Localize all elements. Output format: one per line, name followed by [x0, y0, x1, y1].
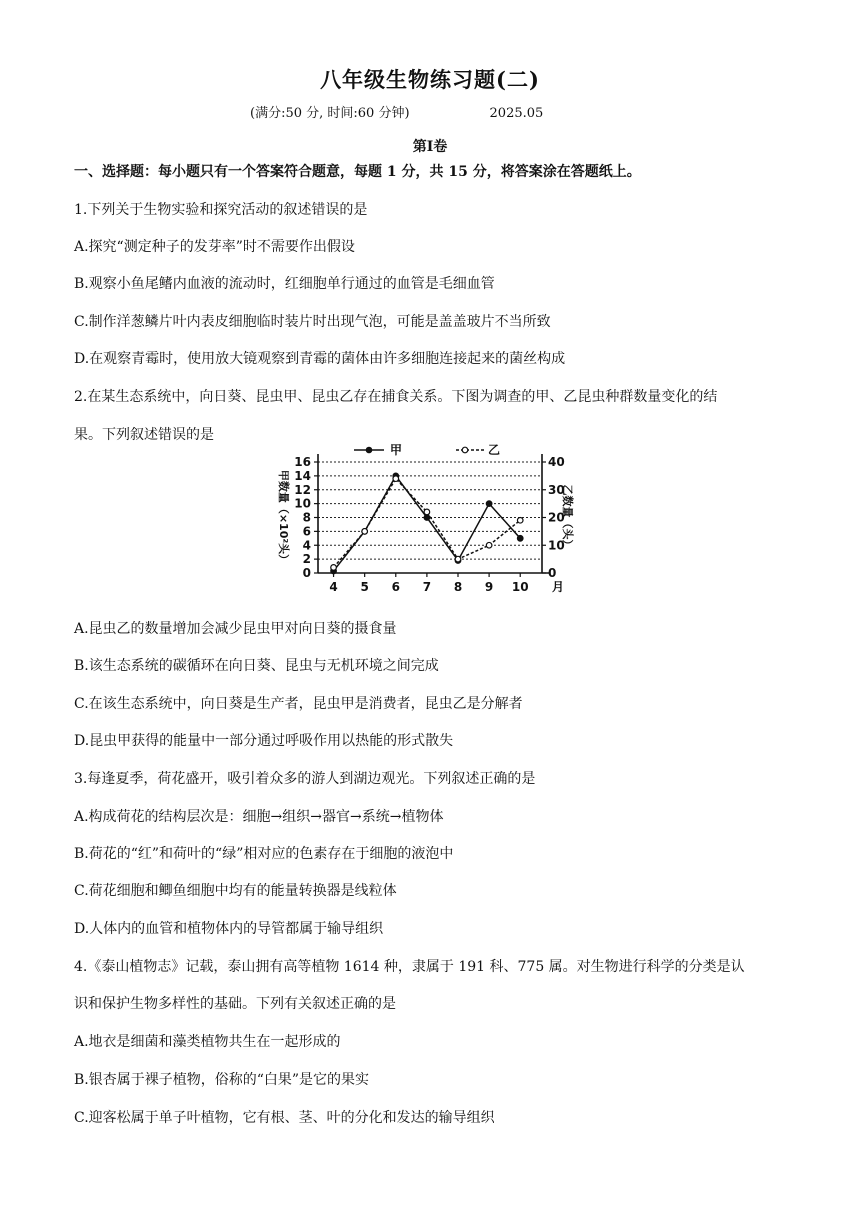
q2-stem-line2: 果。下列叙述错误的是: [74, 427, 214, 443]
q3-option-a: A.构成荷花的结构层次是：细胞→组织→器官→系统→植物体: [74, 809, 444, 825]
section-heading: 一、选择题：每小题只有一个答案符合题意，每题 1 分，共 15 分，将答案涂在答题纸上。: [74, 164, 641, 180]
x-tick-label: 7: [422, 580, 432, 594]
y-left-tick-label: 10: [294, 496, 311, 511]
x-tick-label: 8: [453, 580, 463, 594]
data-point: [331, 565, 337, 571]
data-point: [517, 517, 523, 523]
data-point: [424, 509, 430, 515]
population-chart-svg: [266, 440, 574, 602]
q1-stem: 1.下列关于生物实验和探究活动的叙述错误的是: [74, 202, 368, 218]
q1-option-a: A.探究“测定种子的发芽率”时不需要作出假设: [74, 239, 355, 255]
q1-option-d: D.在观察青霉时，使用放大镜观察到青霉的菌体由许多细胞连接起来的菌丝构成: [74, 351, 566, 367]
q4-stem-line1: 4.《泰山植物志》记载，泰山拥有高等植物 1614 种，隶属于 191 科、775 属。对生物进行科学的分类是认: [74, 959, 745, 975]
q2-stem-line1: 2.在某生态系统中，向日葵、昆虫甲、昆虫乙存在捕食关系。下图为调查的甲、乙昆虫种群数量变化的结: [74, 389, 718, 405]
data-point: [486, 501, 492, 507]
q3-option-d: D.人体内的血管和植物体内的导管都属于输导组织: [74, 921, 384, 937]
series-line-yi: [334, 479, 521, 568]
y-right-tick-label: 20: [548, 510, 565, 525]
q3-option-c: C.荷花细胞和鲫鱼细胞中均有的能量转换器是线粒体: [74, 883, 397, 899]
x-tick-label: 5: [360, 580, 369, 594]
q1-option-b: B.观察小鱼尾鳍内血液的流动时，红细胞单行通过的血管是毛细血管: [74, 276, 495, 292]
y-left-tick-label: 8: [302, 510, 311, 525]
data-point: [517, 536, 523, 542]
y-left-tick-label: 16: [294, 455, 311, 469]
q2-option-b: B.该生态系统的碳循环在向日葵、昆虫与无机环境之间完成: [74, 658, 439, 674]
q1-option-c: C.制作洋葱鳞片叶内表皮细胞临时装片时出现气泡，可能是盖盖玻片不当所致: [74, 314, 551, 330]
y-right-axis-label: 乙数量（头）: [561, 484, 574, 551]
q3-stem: 3.每逢夏季，荷花盛开，吸引着众多的游人到湖边观光。下列叙述正确的是: [74, 771, 536, 787]
y-left-tick-label: 2: [302, 552, 311, 567]
x-unit-label: 月: [552, 580, 565, 594]
data-point: [424, 515, 430, 521]
y-right-tick-label: 30: [548, 482, 565, 497]
y-left-tick-label: 0: [302, 566, 311, 580]
q4-option-b: B.银杏属于裸子植物，俗称的“白果”是它的果实: [74, 1072, 370, 1088]
exam-score-time: (满分:50 分, 时间:60 分钟): [250, 106, 410, 121]
x-tick-label: 10: [511, 580, 529, 594]
y-right-tick-label: 10: [548, 538, 565, 553]
data-point: [486, 542, 492, 548]
y-left-axis-label: 甲数量（×10²头）: [277, 469, 290, 566]
page-title: 八年级生物练习题(二): [320, 67, 540, 92]
legend-label-yi: 乙: [488, 443, 501, 457]
y-right-tick-label: 0: [548, 566, 557, 580]
q2-option-d: D.昆虫甲获得的能量中一部分通过呼吸作用以热能的形式散失: [74, 733, 454, 749]
legend-marker-yi: [462, 447, 468, 453]
q4-option-a: A.地衣是细菌和藻类植物共生在一起形成的: [74, 1034, 341, 1050]
data-point: [455, 556, 461, 562]
q3-option-b: B.荷花的“红”和荷叶的“绿”相对应的色素存在于细胞的液泡中: [74, 846, 454, 862]
y-left-tick-label: 14: [294, 468, 311, 483]
legend-label-jia: 甲: [390, 443, 403, 457]
x-tick-label: 9: [484, 580, 494, 594]
q4-stem-line2: 识和保护生物多样性的基础。下列有关叙述正确的是: [74, 996, 396, 1012]
exam-date: 2025.05: [489, 106, 544, 121]
y-left-tick-label: 4: [302, 538, 311, 553]
data-point: [362, 529, 368, 535]
exam-meta: [250, 102, 543, 121]
q2-option-c: C.在该生态系统中，向日葵是生产者，昆虫甲是消费者，昆虫乙是分解者: [74, 696, 523, 712]
y-left-tick-label: 12: [294, 482, 311, 497]
y-left-tick-label: 6: [302, 524, 311, 539]
population-chart: [266, 440, 574, 602]
volume-heading: 第Ⅰ卷: [412, 139, 448, 155]
legend-marker-jia: [366, 447, 372, 453]
y-right-tick-label: 40: [548, 455, 565, 469]
x-tick-label: 6: [391, 580, 400, 594]
x-tick-label: 4: [329, 580, 338, 594]
q2-option-a: A.昆虫乙的数量增加会减少昆虫甲对向日葵的摄食量: [74, 621, 397, 637]
q4-option-c: C.迎客松属于单子叶植物，它有根、茎、叶的分化和发达的输导组织: [74, 1110, 495, 1126]
data-point: [393, 476, 399, 482]
